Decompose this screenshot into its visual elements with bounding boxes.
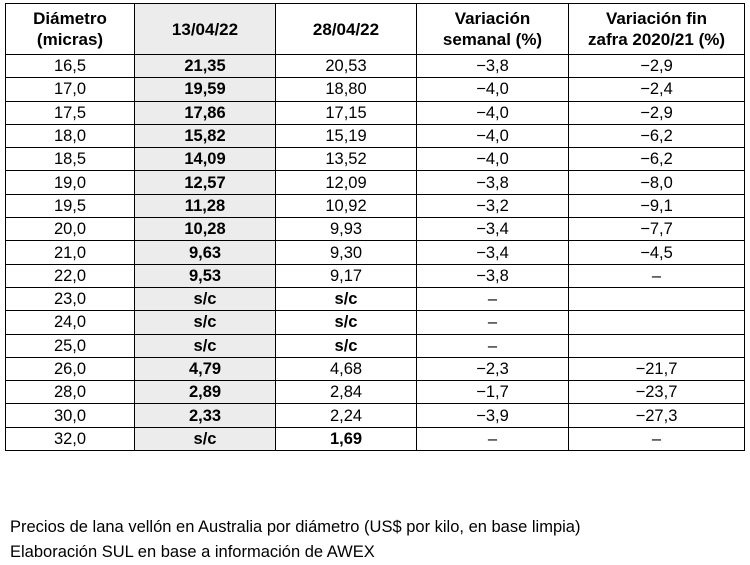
- cell-price-date-2: s/c: [276, 311, 417, 334]
- table-row: [6, 101, 745, 124]
- cell-price-date-1: 19,59: [135, 78, 276, 101]
- cell-price-date-1: 11,28: [135, 194, 276, 217]
- header-date-1: 13/04/22: [135, 4, 276, 55]
- cell-season-variation: −2,9: [569, 101, 745, 124]
- cell-price-date-1: 2,89: [135, 381, 276, 404]
- cell-diameter: 17,0: [6, 78, 135, 101]
- cell-price-date-2: 12,09: [276, 171, 417, 194]
- cell-season-variation: −27,3: [569, 404, 745, 427]
- cell-diameter: 30,0: [6, 404, 135, 427]
- cell-price-date-2: 20,53: [276, 55, 417, 78]
- cell-weekly-variation: –: [417, 287, 569, 310]
- cell-price-date-1: 15,82: [135, 124, 276, 147]
- table-row: [6, 218, 745, 241]
- caption-source-description: Precios de lana vellón en Australia por diámetro (US$ por kilo, en base limpia): [10, 518, 581, 536]
- cell-price-date-2: s/c: [276, 334, 417, 357]
- cell-season-variation: –: [569, 264, 745, 287]
- cell-price-date-2: 4,68: [276, 357, 417, 380]
- cell-price-date-1: s/c: [135, 427, 276, 450]
- table-body: [6, 55, 745, 451]
- cell-diameter: 20,0: [6, 218, 135, 241]
- cell-diameter: 26,0: [6, 357, 135, 380]
- cell-price-date-2: 9,17: [276, 264, 417, 287]
- caption-elaboration: Elaboración SUL en base a información de AWEX: [10, 543, 375, 561]
- cell-season-variation: −6,2: [569, 124, 745, 147]
- header-season-variation: Variación fin zafra 2020/21 (%): [569, 4, 745, 55]
- table-row: [6, 55, 745, 78]
- cell-price-date-1: 9,53: [135, 264, 276, 287]
- cell-diameter: 17,5: [6, 101, 135, 124]
- cell-price-date-1: 2,33: [135, 404, 276, 427]
- cell-price-date-2: 9,93: [276, 218, 417, 241]
- cell-price-date-1: s/c: [135, 287, 276, 310]
- cell-diameter: 28,0: [6, 381, 135, 404]
- cell-price-date-2: 18,80: [276, 78, 417, 101]
- cell-weekly-variation: –: [417, 427, 569, 450]
- cell-weekly-variation: −4,0: [417, 101, 569, 124]
- cell-season-variation: –: [569, 427, 745, 450]
- table-row: [6, 78, 745, 101]
- table-row: [6, 287, 745, 310]
- cell-weekly-variation: −3,8: [417, 55, 569, 78]
- cell-price-date-2: 13,52: [276, 148, 417, 171]
- cell-price-date-2: 2,84: [276, 381, 417, 404]
- cell-price-date-1: 17,86: [135, 101, 276, 124]
- cell-diameter: 24,0: [6, 311, 135, 334]
- cell-season-variation: −4,5: [569, 241, 745, 264]
- cell-weekly-variation: −4,0: [417, 148, 569, 171]
- cell-diameter: 32,0: [6, 427, 135, 450]
- table-row: [6, 404, 745, 427]
- cell-weekly-variation: −3,8: [417, 171, 569, 194]
- table-row: [6, 124, 745, 147]
- cell-weekly-variation: –: [417, 334, 569, 357]
- cell-weekly-variation: −3,8: [417, 264, 569, 287]
- cell-price-date-2: s/c: [276, 287, 417, 310]
- cell-price-date-2: 9,30: [276, 241, 417, 264]
- table-row: [6, 241, 745, 264]
- cell-price-date-1: 9,63: [135, 241, 276, 264]
- header-diameter: Diámetro (micras): [6, 4, 135, 55]
- cell-diameter: 22,0: [6, 264, 135, 287]
- cell-weekly-variation: −3,4: [417, 218, 569, 241]
- table-row: [6, 148, 745, 171]
- cell-diameter: 19,5: [6, 194, 135, 217]
- cell-season-variation: −2,4: [569, 78, 745, 101]
- cell-season-variation: −2,9: [569, 55, 745, 78]
- cell-price-date-1: 12,57: [135, 171, 276, 194]
- cell-diameter: 25,0: [6, 334, 135, 357]
- table-row: [6, 171, 745, 194]
- cell-price-date-2: 1,69: [276, 427, 417, 450]
- cell-diameter: 16,5: [6, 55, 135, 78]
- cell-season-variation: [569, 287, 745, 310]
- cell-season-variation: −21,7: [569, 357, 745, 380]
- cell-weekly-variation: −1,7: [417, 381, 569, 404]
- cell-diameter: 21,0: [6, 241, 135, 264]
- cell-price-date-1: s/c: [135, 311, 276, 334]
- cell-weekly-variation: –: [417, 311, 569, 334]
- table-row: [6, 194, 745, 217]
- cell-price-date-1: 21,35: [135, 55, 276, 78]
- cell-season-variation: [569, 311, 745, 334]
- cell-season-variation: −6,2: [569, 148, 745, 171]
- cell-price-date-2: 10,92: [276, 194, 417, 217]
- table-row: [6, 311, 745, 334]
- cell-price-date-1: s/c: [135, 334, 276, 357]
- cell-weekly-variation: −3,2: [417, 194, 569, 217]
- cell-price-date-2: 17,15: [276, 101, 417, 124]
- cell-diameter: 18,0: [6, 124, 135, 147]
- cell-season-variation: [569, 334, 745, 357]
- cell-weekly-variation: −2,3: [417, 357, 569, 380]
- cell-weekly-variation: −3,9: [417, 404, 569, 427]
- header-row: [6, 4, 745, 55]
- wool-price-table: [5, 3, 745, 451]
- cell-season-variation: −8,0: [569, 171, 745, 194]
- cell-diameter: 23,0: [6, 287, 135, 310]
- header-date-2: 28/04/22: [276, 4, 417, 55]
- cell-season-variation: −7,7: [569, 218, 745, 241]
- cell-weekly-variation: −3,4: [417, 241, 569, 264]
- table-row: [6, 381, 745, 404]
- cell-price-date-2: 2,24: [276, 404, 417, 427]
- table-row: [6, 357, 745, 380]
- header-weekly-variation: Variación semanal (%): [417, 4, 569, 55]
- table-row: [6, 264, 745, 287]
- cell-season-variation: −23,7: [569, 381, 745, 404]
- table-row: [6, 427, 745, 450]
- cell-price-date-1: 4,79: [135, 357, 276, 380]
- cell-weekly-variation: −4,0: [417, 124, 569, 147]
- cell-price-date-2: 15,19: [276, 124, 417, 147]
- cell-price-date-1: 10,28: [135, 218, 276, 241]
- cell-season-variation: −9,1: [569, 194, 745, 217]
- cell-price-date-1: 14,09: [135, 148, 276, 171]
- table-row: [6, 334, 745, 357]
- cell-weekly-variation: −4,0: [417, 78, 569, 101]
- cell-diameter: 19,0: [6, 171, 135, 194]
- cell-diameter: 18,5: [6, 148, 135, 171]
